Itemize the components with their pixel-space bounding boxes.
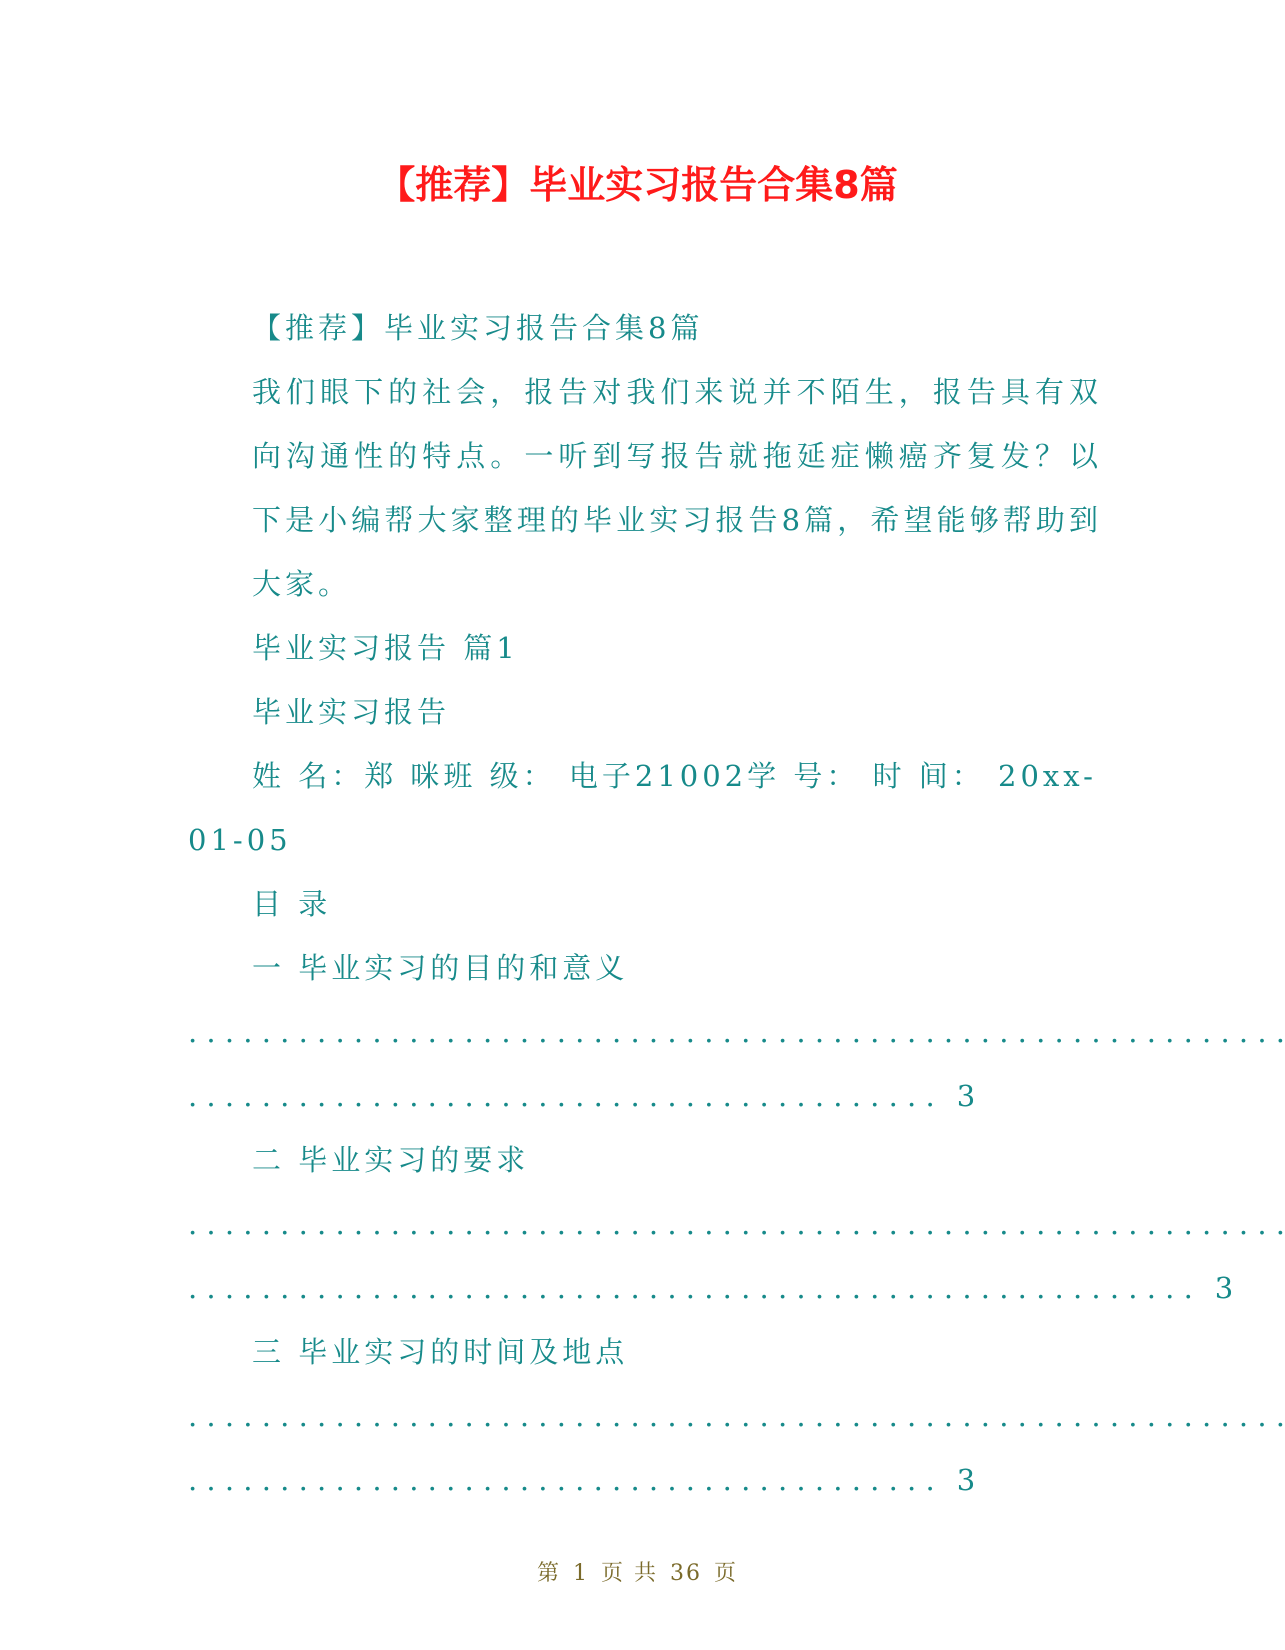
toc-leader-dots: . . . . . . . . . . . . . . . . . . . . . . . . . . . . . . . . . . . . . . . . . . . . . . . . . . . . . . . 3 bbox=[188, 1271, 1234, 1305]
section-heading: 毕业实习报告 篇1 bbox=[252, 631, 519, 665]
toc-page-number: 3 bbox=[956, 1079, 976, 1113]
document-body bbox=[188, 296, 1285, 1512]
subtitle-paragraph: 【推荐】毕业实习报告合集8篇 bbox=[252, 311, 704, 345]
toc-leader-dots: . . . . . . . . . . . . . . . . . . . . . . . . . . . . . . . . . . . . . . . . . 3 bbox=[188, 1079, 976, 1113]
toc-page-number: 3 bbox=[1214, 1271, 1234, 1305]
footer-middle: 页 共 bbox=[601, 1561, 658, 1586]
info-line: 姓 名：郑 咪班 级： 电子21002学 号： 时 间： 20xx- bbox=[252, 759, 1097, 793]
toc-leader-dots: . . . . . . . . . . . . . . . . . . . . . . . . . . . . . . . . . . . . . . . . . . . . . . . . . . . . . . . . . . . . bbox=[188, 1015, 1285, 1049]
toc-item-label: 二 毕业实习的要求 bbox=[252, 1143, 530, 1177]
toc-heading: 目 录 bbox=[252, 887, 332, 921]
footer-suffix: 页 bbox=[714, 1561, 739, 1586]
toc-leader-dots: . . . . . . . . . . . . . . . . . . . . . . . . . . . . . . . . . . . . . . . . . . . . . . . . . . . . . . . . . . . . bbox=[188, 1399, 1285, 1433]
toc-leader-dots: . . . . . . . . . . . . . . . . . . . . . . . . . . . . . . . . . . . . . . . . . 3 bbox=[188, 1463, 976, 1497]
intro-paragraph: 我们眼下的社会，报告对我们来说并不陌生，报告具有双向沟通性的特点。一听到写报告就拖延症懒癌齐复发？以下是小编帮大家整理的毕业实习报告8篇，希望能够帮助到大家。 bbox=[252, 375, 1102, 601]
toc-page-number: 3 bbox=[956, 1463, 976, 1497]
footer-prefix: 第 bbox=[536, 1561, 561, 1586]
toc-item-label: 一 毕业实习的目的和意义 bbox=[252, 951, 629, 985]
toc-leader-dots: . . . . . . . . . . . . . . . . . . . . . . . . . . . . . . . . . . . . . . . . . . . . . . . . . . . . . . . . . . . . bbox=[188, 1207, 1285, 1241]
info-line-continued: 01-05 bbox=[188, 823, 292, 857]
toc-item-label: 三 毕业实习的时间及地点 bbox=[252, 1335, 629, 1369]
footer-total-pages: 36 bbox=[670, 1561, 702, 1586]
footer-page-number: 1 bbox=[573, 1561, 589, 1586]
document-title: 【推荐】毕业实习报告合集8篇 bbox=[377, 163, 898, 207]
report-title: 毕业实习报告 bbox=[252, 695, 451, 729]
page-footer bbox=[0, 1556, 1275, 1587]
